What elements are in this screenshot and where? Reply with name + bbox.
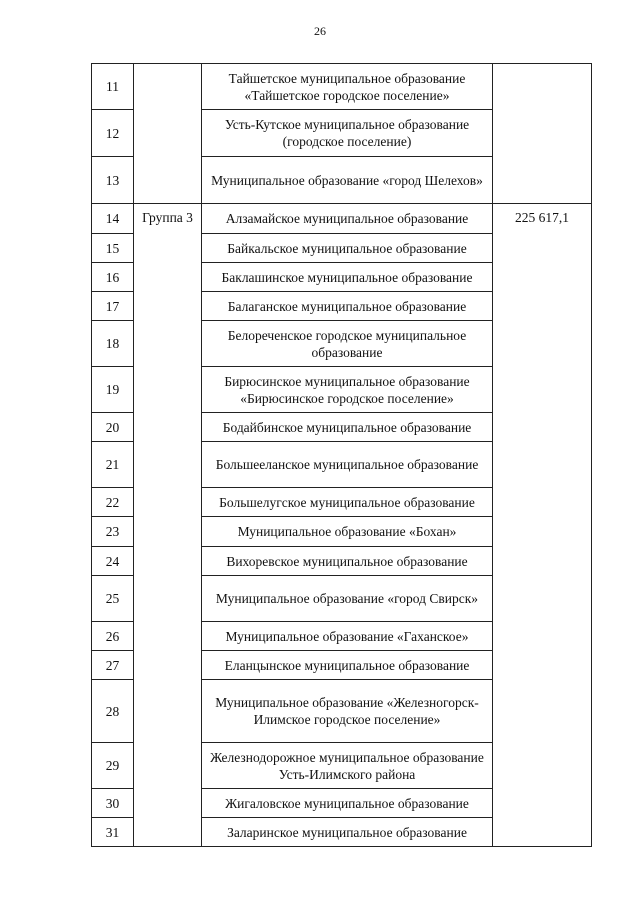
municipality-name: Большелугское муниципальное образование <box>202 488 493 517</box>
municipality-name: Муниципальное образование «Железногорск-Илимское городское поселение» <box>202 680 493 743</box>
row-number: 11 <box>92 64 134 110</box>
municipality-name: Баклашинское муниципальное образование <box>202 263 493 292</box>
row-number: 30 <box>92 789 134 818</box>
municipality-name: Муниципальное образование «Бохан» <box>202 517 493 547</box>
row-number: 22 <box>92 488 134 517</box>
municipality-name: Большееланское муниципальное образование <box>202 442 493 488</box>
group-label: Группа 3 <box>134 204 202 847</box>
municipality-name: Тайшетское муниципальное образование «Тайшетское городское поселение» <box>202 64 493 110</box>
row-number: 28 <box>92 680 134 743</box>
municipality-name: Вихоревское муниципальное образование <box>202 547 493 576</box>
row-number: 29 <box>92 743 134 789</box>
municipality-name: Бирюсинское муниципальное образование «Бирюсинское городское поселение» <box>202 367 493 413</box>
municipality-name: Еланцынское муниципальное образование <box>202 651 493 680</box>
group-cell-empty <box>134 64 202 204</box>
row-number: 14 <box>92 204 134 234</box>
row-number: 13 <box>92 157 134 204</box>
municipality-name: Жигаловское муниципальное образование <box>202 789 493 818</box>
municipality-name: Муниципальное образование «город Свирск» <box>202 576 493 622</box>
row-number: 25 <box>92 576 134 622</box>
row-number: 26 <box>92 622 134 651</box>
row-number: 15 <box>92 234 134 263</box>
row-number: 12 <box>92 110 134 157</box>
municipality-name: Байкальское муниципальное образование <box>202 234 493 263</box>
municipality-name: Балаганское муниципальное образование <box>202 292 493 321</box>
municipality-name: Алзамайское муниципальное образование <box>202 204 493 234</box>
municipalities-table <box>91 63 592 847</box>
row-number: 31 <box>92 818 134 847</box>
municipality-name: Заларинское муниципальное образование <box>202 818 493 847</box>
municipality-name: Усть-Кутское муниципальное образование (городское поселение) <box>202 110 493 157</box>
sum-cell-empty <box>493 64 592 204</box>
row-number: 24 <box>92 547 134 576</box>
row-number: 17 <box>92 292 134 321</box>
row-number: 20 <box>92 413 134 442</box>
municipality-name: Белореченское городское муниципальное образование <box>202 321 493 367</box>
table-row <box>92 64 592 110</box>
municipality-name: Муниципальное образование «город Шелехов» <box>202 157 493 204</box>
municipality-name: Железнодорожное муниципальное образование Усть-Илимского района <box>202 743 493 789</box>
table-row <box>92 204 592 234</box>
row-number: 23 <box>92 517 134 547</box>
row-number: 16 <box>92 263 134 292</box>
row-number: 19 <box>92 367 134 413</box>
row-number: 21 <box>92 442 134 488</box>
municipality-name: Бодайбинское муниципальное образование <box>202 413 493 442</box>
group-sum: 225 617,1 <box>493 204 592 847</box>
row-number: 18 <box>92 321 134 367</box>
row-number: 27 <box>92 651 134 680</box>
municipality-name: Муниципальное образование «Гаханское» <box>202 622 493 651</box>
page-number: 26 <box>314 24 326 38</box>
